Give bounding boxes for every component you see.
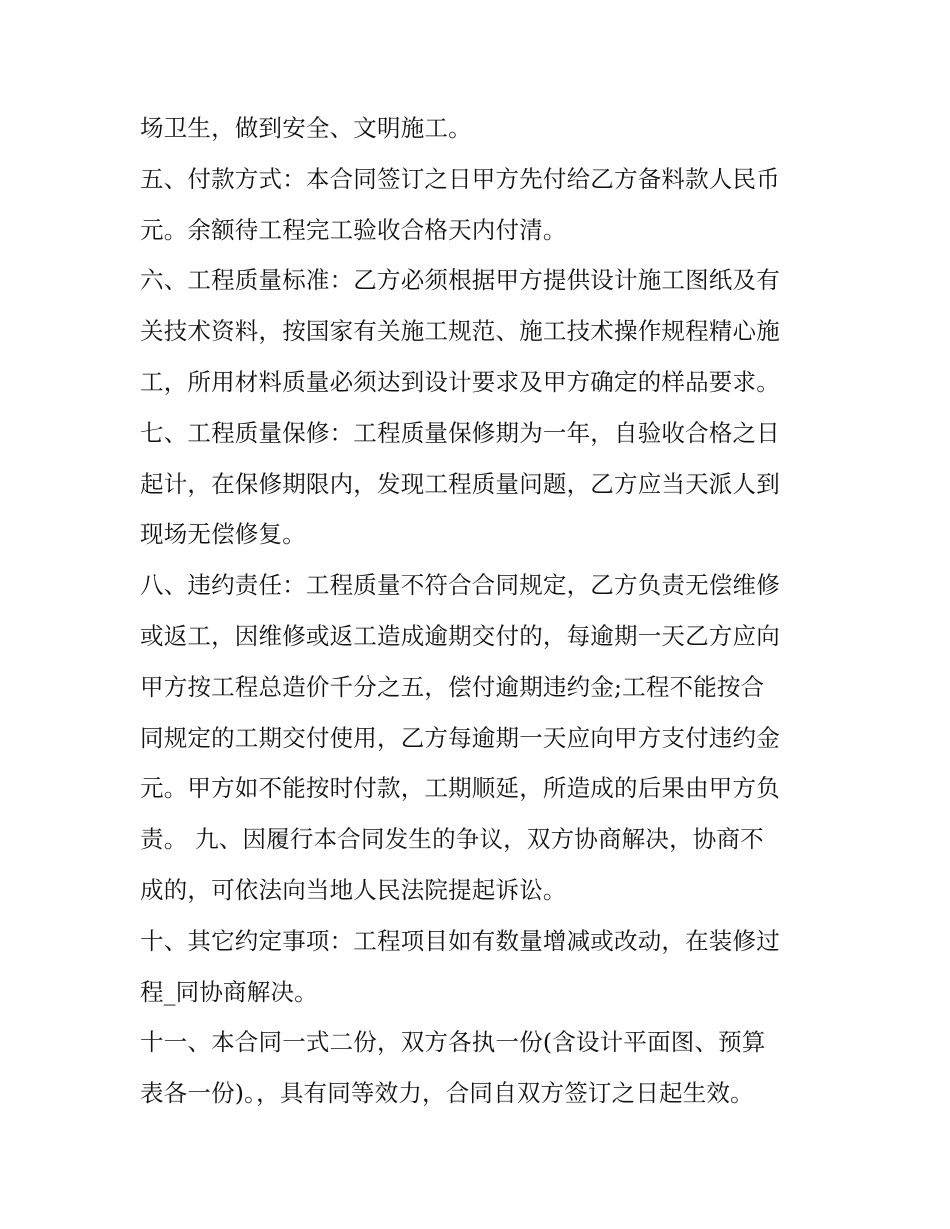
text-line: 场卫生，做到安全、文明施工。 (140, 114, 472, 142)
text-line: 责。 九、因履行本合同发生的争议，双方协商解决，协商不 (140, 825, 764, 854)
text-line: 程_同协商解决。 (140, 977, 318, 1006)
text-line: 或返工，因维修或返工造成逾期交付的，每逾期一天乙方应向 (140, 621, 780, 650)
contract-text (140, 103, 830, 1119)
text-line: 关技术资料，按国家有关施工规范、施工技术操作规程精心施 (140, 317, 780, 346)
text-line: 十、其它约定事项：工程项目如有数量增减或改动，在装修过 (140, 926, 780, 955)
text-line: 七、工程质量保修：工程质量保修期为一年，自验收合格之日 (140, 418, 780, 447)
text-line: 十一、本合同一式二份，双方各执一份(含设计平面图、预算 (140, 1028, 766, 1057)
text-line: 现场无偿修复。 (140, 520, 306, 549)
text-line: 表各一份)。，具有同等效力，合同自双方签订之日起生效。 (140, 1079, 754, 1108)
text-line: 八、违约责任：工程质量不符合合同规定，乙方负责无偿维修 (140, 571, 780, 600)
text-line: 甲方按工程总造价千分之五，偿付逾期违约金;工程不能按合 (140, 672, 765, 701)
text-line: 起计，在保修期限内，发现工程质量问题，乙方应当天派人到 (140, 469, 780, 498)
text-line: 元。甲方如不能按时付款，工期顺延，所造成的后果由甲方负 (140, 774, 780, 803)
text-line: 同规定的工期交付使用，乙方每逾期一天应向甲方支付违约金 (140, 723, 780, 752)
text-line: 成的，可依法向当地人民法院提起诉讼。 (140, 875, 567, 904)
text-line: 六、工程质量标准：乙方必须根据甲方提供设计施工图纸及有 (140, 266, 780, 295)
text-line: 五、付款方式：本合同签订之日甲方先付给乙方备料款人民币 (140, 164, 780, 193)
text-line: 工，所用材料质量必须达到设计要求及甲方确定的样品要求。 (140, 367, 780, 396)
text-line: 元。余额待工程完工验收合格天内付清。 (140, 215, 567, 244)
